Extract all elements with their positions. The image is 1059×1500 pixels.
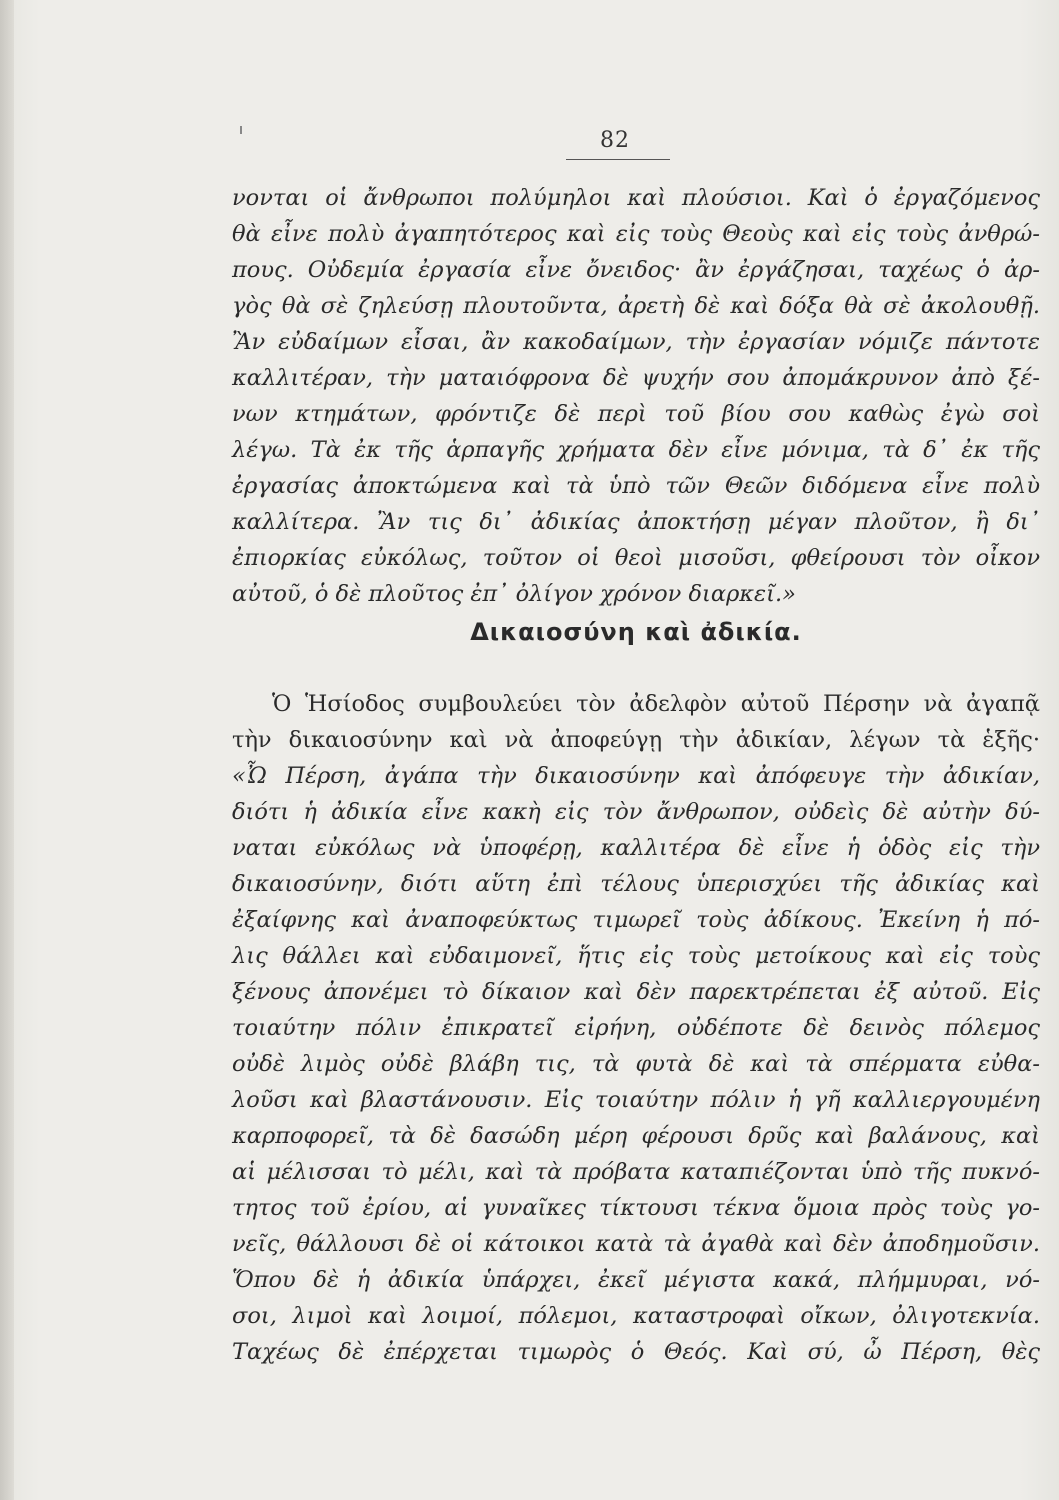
text-line: νων κτημάτων, φρόντιζε δὲ περὶ τοῦ βίου σου καθὼς ἐγὼ σοὶ	[232, 401, 1040, 427]
text-line: ναται εὐκόλως νὰ ὑποφέρῃ, καλλιτέρα δὲ εἶνε ἡ ὁδὸς εἰς τὴν	[232, 835, 1040, 861]
section-heading: Δικαιοσύνη καὶ ἀδικία.	[470, 618, 802, 646]
page-mark	[240, 126, 242, 134]
text-line: αἱ μέλισσαι τὸ μέλι, καὶ τὰ πρόβατα καταπιέζονται ὑπὸ τῆς πυκνό-	[232, 1159, 1040, 1185]
text-line: πους. Οὐδεμία ἐργασία εἶνε ὄνειδος· ἂν ἐργάζησαι, ταχέως ὁ ἀρ-	[232, 257, 1040, 283]
text-line: θὰ εἶνε πολὺ ἀγαπητότερος καὶ εἰς τοὺς Θεοὺς καὶ εἰς τοὺς ἀνθρώ-	[232, 221, 1040, 247]
text-line: καλλιτέραν, τὴν ματαιόφρονα δὲ ψυχήν σου ἀπομάκρυνον ἀπὸ ξέ-	[232, 365, 1040, 391]
text-line: αὐτοῦ, ὁ δὲ πλοῦτος ἐπ᾽ ὀλίγον χρόνον διαρκεῖ.»	[232, 581, 796, 607]
text-line: τοιαύτην πόλιν ἐπικρατεῖ εἰρήνη, οὐδέποτε δὲ δεινὸς πόλεμος	[232, 1015, 1040, 1041]
text-line: οὐδὲ λιμὸς οὐδὲ βλάβη τις, τὰ φυτὰ δὲ καὶ τὰ σπέρματα εὐθα-	[232, 1051, 1040, 1077]
text-line: Ὁ Ἡσίοδος συμβουλεύει τὸν ἀδελφὸν αὐτοῦ Πέρσην νὰ ἀγαπᾷ	[272, 691, 1040, 717]
text-line: καλλίτερα. Ἂν τις δι᾽ ἀδικίας ἀποκτήσῃ μέγαν πλοῦτον, ἢ δι᾽	[232, 509, 1040, 535]
text-line: καρποφορεῖ, τὰ δὲ δασώδη μέρη φέρουσι δρῦς καὶ βαλάνους, καὶ	[232, 1123, 1040, 1149]
text-line: λοῦσι καὶ βλαστάνουσιν. Εἰς τοιαύτην πόλιν ἡ γῆ καλλιεργουμένη	[232, 1087, 1040, 1113]
page-binding-edge	[0, 0, 14, 1500]
text-line: ἐργασίας ἀποκτώμενα καὶ τὰ ὑπὸ τῶν Θεῶν διδόμενα εἶνε πολὺ	[232, 473, 1040, 499]
text-line: τὴν δικαιοσύνην καὶ νὰ ἀποφεύγῃ τὴν ἀδικίαν, λέγων τὰ ἑξῆς·	[232, 727, 1040, 753]
text-line: δικαιοσύνην, διότι αὕτη ἐπὶ τέλους ὑπερισχύει τῆς ἀδικίας καὶ	[232, 871, 1040, 897]
text-line: νεῖς, θάλλουσι δὲ οἱ κάτοικοι κατὰ τὰ ἀγαθὰ καὶ δὲν ἀποδημοῦσιν.	[232, 1231, 1040, 1257]
text-line: διότι ἡ ἀδικία εἶνε κακὴ εἰς τὸν ἄνθρωπον, οὐδεὶς δὲ αὐτὴν δύ-	[232, 799, 1040, 825]
text-line: νονται οἱ ἄνθρωποι πολύμηλοι καὶ πλούσιοι. Καὶ ὁ ἐργαζόμενος	[232, 185, 1040, 211]
text-line: «Ὦ Πέρση, ἀγάπα τὴν δικαιοσύνην καὶ ἀπόφευγε τὴν ἀδικίαν,	[232, 763, 1040, 789]
text-line: γὸς θὰ σὲ ζηλεύσῃ πλουτοῦντα, ἀρετὴ δὲ καὶ δόξα θὰ σὲ ἀκολουθῇ.	[232, 293, 1040, 319]
page-number-rule	[566, 159, 670, 160]
text-line: Ταχέως δὲ ἐπέρχεται τιμωρὸς ὁ Θεός. Καὶ σύ, ὦ Πέρση, θὲς	[232, 1339, 1040, 1365]
page-number: 82	[600, 128, 630, 153]
text-line: ἐπιορκίας εὐκόλως, τοῦτον οἱ θεοὶ μισοῦσι, φθείρουσι τὸν οἶκον	[232, 545, 1040, 571]
text-line: ἐξαίφνης καὶ ἀναποφεύκτως τιμωρεῖ τοὺς ἀδίκους. Ἐκείνη ἡ πό-	[232, 907, 1040, 933]
text-line: Ὅπου δὲ ἡ ἀδικία ὑπάρχει, ἐκεῖ μέγιστα κακά, πλήμμυραι, νό-	[232, 1267, 1040, 1293]
text-line: σοι, λιμοὶ καὶ λοιμοί, πόλεμοι, καταστροφαὶ οἴκων, ὀλιγοτεκνία.	[232, 1303, 1040, 1329]
text-line: τητος τοῦ ἐρίου, αἱ γυναῖκες τίκτουσι τέκνα ὅμοια πρὸς τοὺς γο-	[232, 1195, 1040, 1221]
text-line: λις θάλλει καὶ εὐδαιμονεῖ, ἥτις εἰς τοὺς μετοίκους καὶ εἰς τοὺς	[232, 943, 1040, 969]
text-line: Ἂν εὐδαίμων εἶσαι, ἂν κακοδαίμων, τὴν ἐργασίαν νόμιζε πάντοτε	[232, 329, 1040, 355]
text-line: ξένους ἀπονέμει τὸ δίκαιον καὶ δὲν παρεκτρέπεται ἐξ αὐτοῦ. Εἰς	[232, 979, 1040, 1005]
text-line: λέγω. Τὰ ἐκ τῆς ἁρπαγῆς χρήματα δὲν εἶνε μόνιμα, τὰ δ᾽ ἐκ τῆς	[232, 437, 1040, 463]
